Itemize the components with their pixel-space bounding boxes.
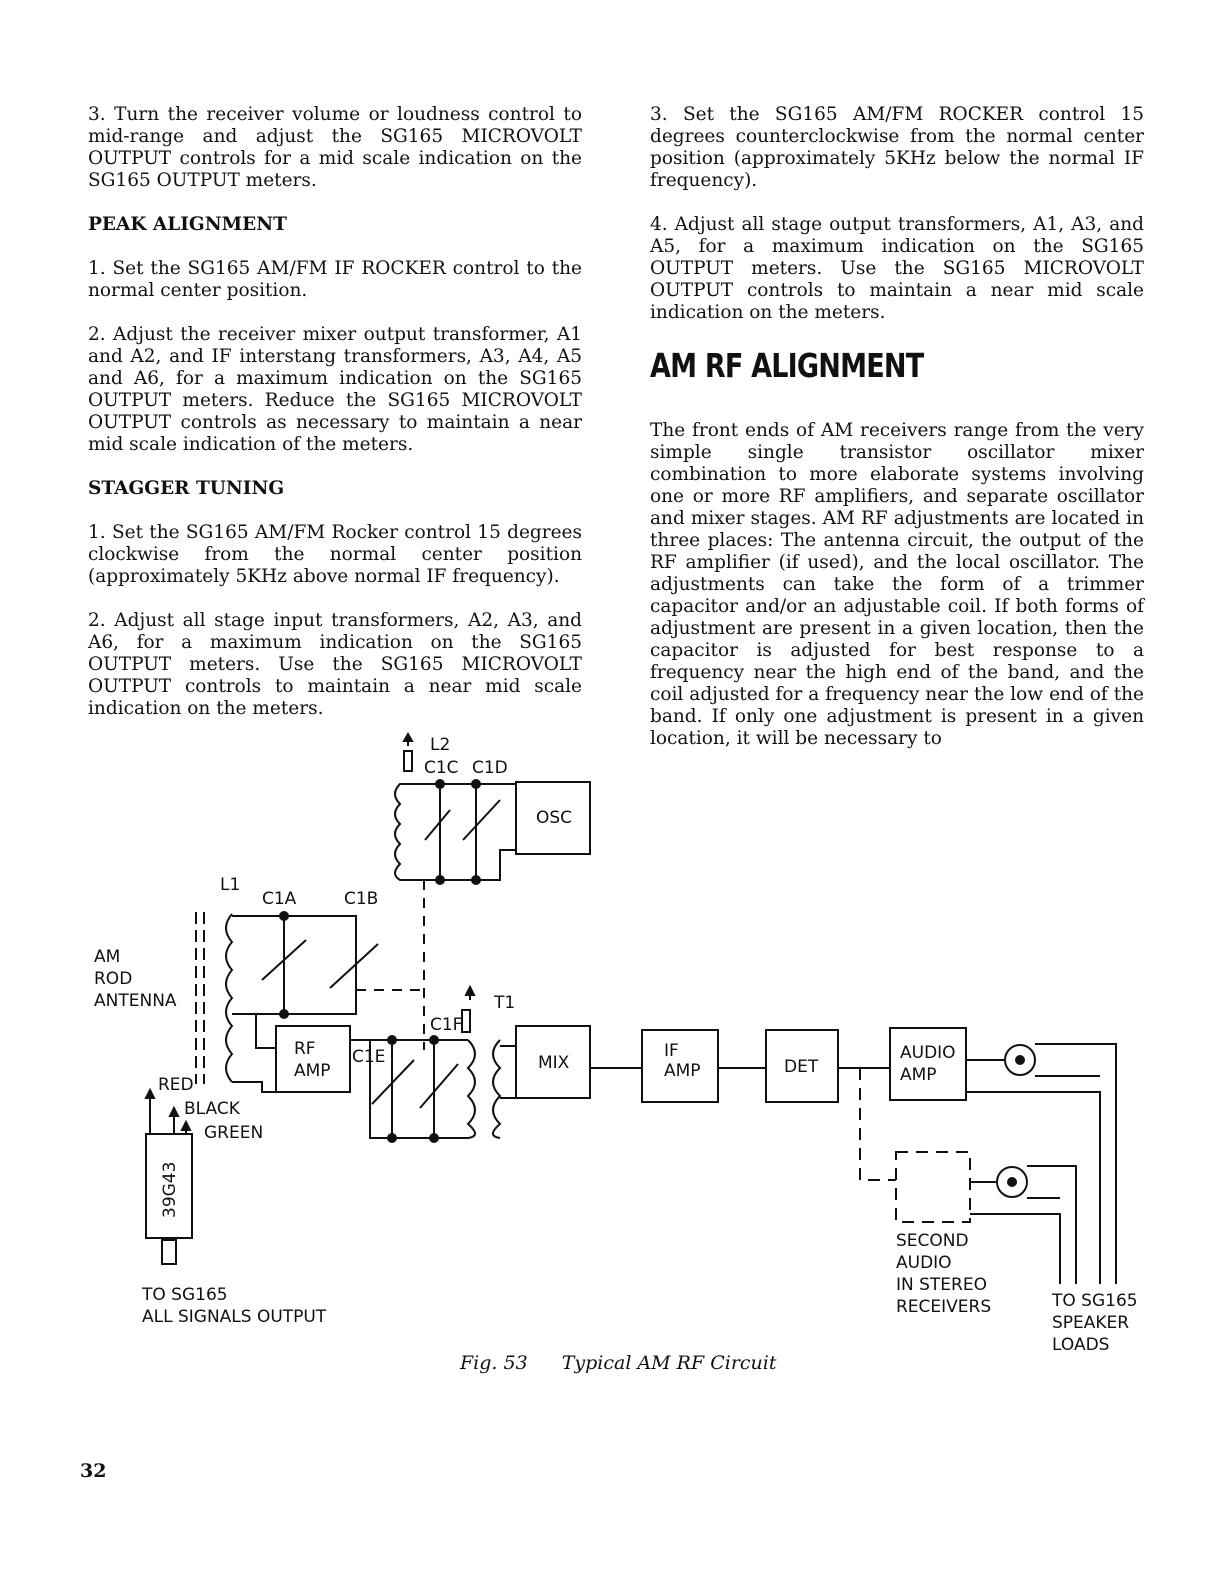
block-rf-amp: AMP [294,1061,331,1081]
label-c1d: C1D [472,758,508,778]
paragraph: The front ends of AM receivers range from the very simple single transistor oscillator mixer combination to more elaborate systems involving one or more RF amplifiers, and separate oscillator and mixer stages. AM RF adjustments are located in three places: The antenna circuit, the output of the RF amplifier (if used), and the local oscillator. The adjustments can take the form of a trimmer capacitor and/or an adjustable coil. If both forms of adjustment are present in a given location, then the capacitor is adjusted for best response to a frequency near the high end of the band, and the coil adjusted for a frequency near the low end of the band. If only one adjustment is present in a given location, it will be necessary to [650,420,1144,749]
label-c1f: C1F [430,1015,463,1035]
page-number: 32 [80,1460,107,1482]
oscillator-tank [395,734,590,1050]
label-to-sg165: TO SG165 [142,1285,228,1305]
label-am: AM [94,947,121,967]
circuit-diagram [0,720,1224,1360]
right-column [650,104,1144,772]
paragraph: 3. Turn the receiver volume or loudness control to mid-range and adjust the SG165 MICROVOLT OUTPUT controls for a mid scale indication on the SG165 OUTPUT meters. [88,104,582,191]
label-black: BLACK [184,1099,240,1119]
figure-caption [460,1352,805,1374]
block-audio-amp: AMP [900,1065,937,1085]
label-probe-model: 39G43 [160,1161,180,1218]
label-green: GREEN [204,1123,264,1143]
paragraph: 1. Set the SG165 AM/FM IF ROCKER control to the normal center position. [88,258,582,301]
label-t1: T1 [494,993,516,1013]
label-all-signals-output: ALL SIGNALS OUTPUT [142,1307,327,1327]
section-heading-am-rf-alignment: AM RF ALIGNMENT [650,346,924,385]
block-mix: MIX [538,1053,570,1073]
block-audio: AUDIO [900,1043,956,1063]
label-c1a: C1A [262,889,297,909]
figure-number: Fig. 53 [460,1352,528,1374]
paragraph: 3. Set the SG165 AM/FM ROCKER control 15 degrees counterclockwise from the normal center position (approximately 5KHz below the normal IF frequency). [650,104,1144,191]
label-red: RED [158,1075,194,1095]
left-column [88,104,582,742]
label-l2: L2 [430,735,451,755]
block-osc: OSC [536,808,573,828]
paragraph: 2. Adjust the receiver mixer output transformer, A1 and A2, and IF interstang transformers, A3, A4, A5 and A6, for a maximum indication on the SG165 OUTPUT meters. Reduce the SG165 MICROVOLT OUTPUT controls as necessary to maintain a near mid scale indication of the meters. [88,324,582,455]
paragraph: 2. Adjust all stage input transformers, A2, A3, and A6, for a maximum indication on the SG165 OUTPUT meters. Use the SG165 MICROVOLT OUTPUT controls to maintain a near mid scale indication on the meters. [88,610,582,719]
label-c1b: C1B [344,889,379,909]
block-rf: RF [294,1039,316,1059]
label-to-sg165-right: TO SG165 [1052,1291,1138,1311]
paragraph: 1. Set the SG165 AM/FM Rocker control 15 degrees clockwise from the normal center position (approximately 5KHz above normal IF frequency). [88,522,582,587]
label-antenna: ANTENNA [94,991,177,1011]
label-l1: L1 [220,875,241,895]
label-in-stereo: IN STEREO [896,1275,987,1295]
label-loads: LOADS [1052,1335,1110,1355]
label-c1c: C1C [424,758,459,778]
label-receivers: RECEIVERS [896,1297,992,1317]
label-speaker: SPEAKER [1052,1313,1130,1333]
section-heading-stagger-tuning: STAGGER TUNING [88,478,285,499]
paragraph: 4. Adjust all stage output transformers, A1, A3, and A5, for a maximum indication on the SG165 OUTPUT meters. Use the SG165 MICROVOLT OUTPUT controls to maintain a near mid scale indication on the meters. [650,214,1144,323]
figure-title: Typical AM RF Circuit [561,1352,777,1374]
block-if-amp: AMP [664,1061,701,1081]
label-c1e: C1E [352,1047,386,1067]
label-rod: ROD [94,969,133,989]
block-det: DET [784,1057,819,1077]
block-if: IF [664,1041,679,1061]
label-second: SECOND [896,1231,969,1251]
label-second-audio: AUDIO [896,1253,952,1273]
section-heading-peak-alignment: PEAK ALIGNMENT [88,214,287,235]
